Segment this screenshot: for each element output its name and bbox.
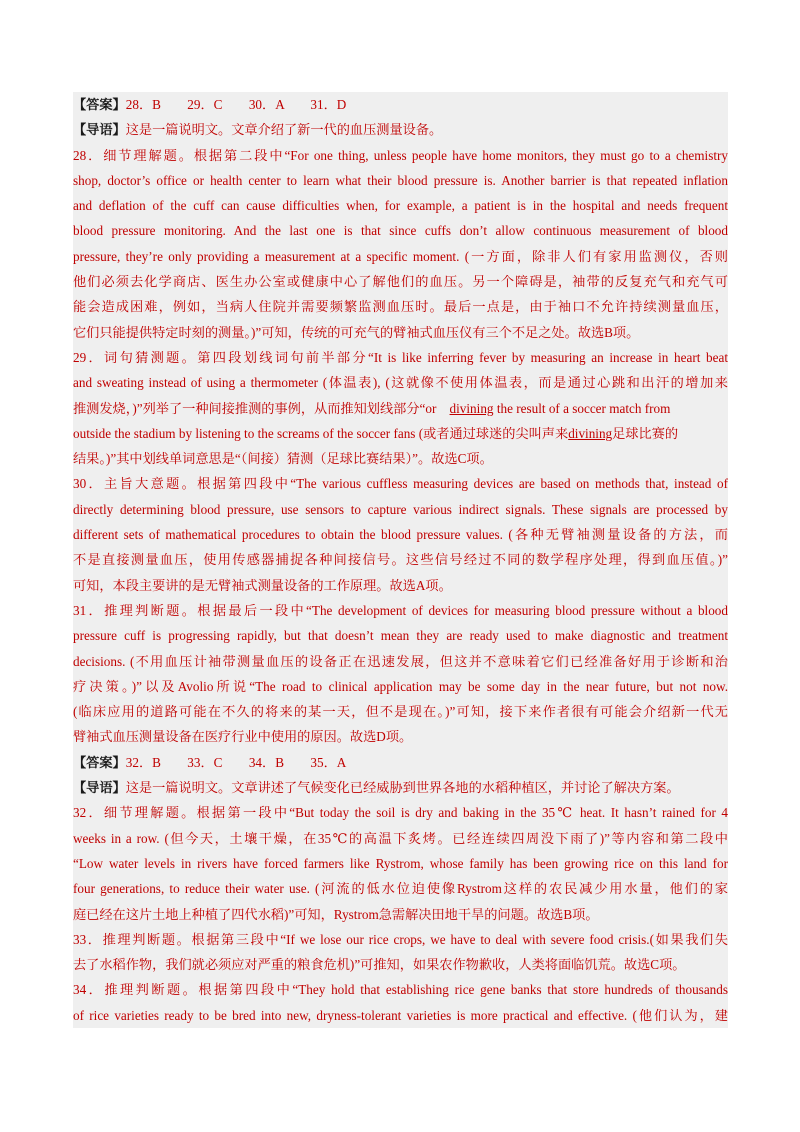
q29-line: 结果。)”其中划线单词意思是“（间接）猜测（足球比赛结果）”。故选C项。 bbox=[73, 451, 493, 467]
q29-line bbox=[73, 421, 728, 446]
q28-line: 它们只能提供特定时刻的测量。)”可知，传统的可充气的臂袖式血压仪有三个不足之处。故选B项。 bbox=[73, 324, 640, 340]
question-30-explanation bbox=[73, 471, 728, 597]
q31-line: (临床应用的道路可能在不久的将来的某一天，但不是现在。)”可知，接下来作者很有可能会介绍新一代无 bbox=[73, 704, 728, 720]
q33-line: 33．推理判断题。根据第三段中“If we lose our rice crops, we have to deal with severe food crisis.(如果我们失 bbox=[73, 931, 728, 947]
q30-line: directly determining blood pressure, use sensors to capture various indirect signals. These signals are processed by bbox=[73, 501, 728, 517]
question-28-explanation bbox=[73, 143, 728, 345]
q34-line: 34．推理判断题。根据第四段中“They hold that establishing rice gene banks that store hundreds of thousands bbox=[73, 982, 728, 998]
q28-line: pressure, they’re only providing a measurement at a specific moment. (一方面，除非人们有家用监测仪，否则 bbox=[73, 248, 728, 264]
q29-line3-text: 推测发烧，)”列举了一种间接推测的事例，从而推知划线部分“or bbox=[73, 400, 437, 416]
q29-line: 29．词句猜测题。第四段划线词句前半部分“It is like inferring fever by measuring an increase in heart beat bbox=[73, 349, 728, 365]
q29-line3-tail: the result of a soccer match from bbox=[493, 400, 671, 416]
q31-line: 31．推理判断题。根据最后一段中“The development of devices for measuring blood pressure without a blood bbox=[73, 602, 728, 618]
q28-line: shop, doctor’s office or health center to learn what their blood pressure is. Another barrier is that repeated inflation bbox=[73, 172, 728, 188]
question-34-explanation bbox=[73, 977, 728, 1028]
question-29-explanation bbox=[73, 345, 728, 471]
guide-text: 这是一篇说明文。文章介绍了新一代的血压测量设备。 bbox=[125, 122, 443, 138]
guide-line-32-35 bbox=[73, 775, 728, 800]
q32-line: 庭已经在这片土地上种植了四代水稻)”可知，Rystrom急需解决田地干旱的问题。故选B项。 bbox=[73, 906, 599, 922]
q32-line: weeks in a row. (但今天，土壤干燥，在35℃的高温下炙烤。已经连续四周没下雨了)”等内容和第二段中 bbox=[73, 830, 728, 846]
answer-line-28-31 bbox=[73, 92, 728, 117]
q28-line: 28．细节理解题。根据第二段中“For one thing, unless people have home monitors, they must go to a chemistry bbox=[73, 147, 728, 163]
guide-text: 这是一篇说明文。文章讲述了气候变化已经威胁到世界各地的水稻种植区，并讨论了解决方案。 bbox=[125, 780, 680, 796]
q29-line4-text: outside the stadium by listening to the screams of the soccer fans (或者通过球迷的尖叫声来 bbox=[73, 425, 569, 441]
q31-line: decisions. (不用血压计袖带测量血压的设备正在迅速发展，但这并不意味着它们已经准备好用于诊断和治 bbox=[73, 653, 728, 669]
q31-line: 臂袖式血压测量设备在医疗行业中使用的原因。故选D项。 bbox=[73, 729, 413, 745]
q33-line: 去了水稻作物，我们就必须应对严重的粮食危机)”可推知，如果农作物歉收，人类将面临饥荒。故选C项。 bbox=[73, 957, 686, 973]
q28-line: blood pressure monitoring. And the last one is that since cuffs don’t allow continuous measurement of blood bbox=[73, 223, 728, 239]
guide-label: 【导语】 bbox=[73, 122, 126, 138]
underlined-word-divining: divining bbox=[568, 425, 613, 441]
q32-line: 32．细节理解题。根据第一段中“But today the soil is dry and baking in the 35℃ heat. It hasn’t rained for 4 bbox=[73, 805, 728, 821]
underlined-word-divining: divining bbox=[449, 400, 494, 416]
guide-label: 【导语】 bbox=[73, 780, 126, 796]
q32-line: “Low water levels in rivers have forced farmers like Rystrom, whose family has been growing rice on this land for bbox=[73, 855, 728, 871]
q29-line: and sweating instead of using a thermometer (体温表), (这就像不使用体温表，而是通过心跳和出汗的增加来 bbox=[73, 375, 728, 391]
q28-line: 能会造成困难，例如，当病人住院并需要频繁监测血压时。最后一点是，由于袖口不允许持续测量血压， bbox=[73, 299, 728, 315]
q30-line: 30．主旨大意题。根据第四段中“The various cuffless measuring devices are based on methods that, instead of bbox=[73, 476, 728, 492]
answer-values: 28．B 29．C 30．A 31．D bbox=[125, 97, 347, 112]
guide-line-28-31 bbox=[73, 117, 728, 142]
q30-line: different sets of mathematical procedures to obtain the blood pressure values. (各种无臂袖测量设备的方法，而 bbox=[73, 527, 728, 543]
answer-label: 【答案】 bbox=[73, 97, 126, 112]
answer-values: 32．B 33．C 34．B 35．A bbox=[125, 754, 347, 770]
q34-line: of rice varieties ready to be bred into new, dryness-tolerant varieties is more practical and effective. (他们认为，建 bbox=[73, 1007, 728, 1023]
q32-line: four generations, to reduce their water use. (河流的低水位迫使像Rystrom这样的农民减少用水量，他们的家 bbox=[73, 881, 728, 897]
answer-explanation-section bbox=[73, 92, 728, 1028]
q30-line: 可知，本段主要讲的是无臂袖式测量设备的工作原理。故选A项。 bbox=[73, 577, 452, 593]
q30-line: 不是直接测量血压，使用传感器捕捉各种间接信号。这些信号经过不同的数学程序处理，得到血压值。)” bbox=[73, 552, 728, 568]
q31-line: pressure cuff is progressing rapidly, but that doesn’t mean they are ready used to make diagnostic and treatment bbox=[73, 628, 728, 644]
q29-line4-tail: 足球比赛的 bbox=[612, 425, 679, 441]
answer-line-32-35 bbox=[73, 750, 728, 775]
question-31-explanation bbox=[73, 598, 728, 750]
answer-label: 【答案】 bbox=[73, 754, 126, 770]
question-33-explanation bbox=[73, 927, 728, 978]
q31-line: 疗决策。)”以及Avolio所说“The road to clinical application may be some day in the near future, but not now. bbox=[73, 678, 728, 694]
q28-line: and deflation of the cuff can cause difficulties when, for example, a patient is in the hospital and needs frequent bbox=[73, 198, 728, 214]
question-32-explanation bbox=[73, 800, 728, 926]
q29-line bbox=[73, 396, 728, 421]
q28-line: 他们必须去化学商店、医生办公室或健康中心了解他们的血压。另一个障碍是，袖带的反复充气和充气可 bbox=[73, 274, 728, 290]
